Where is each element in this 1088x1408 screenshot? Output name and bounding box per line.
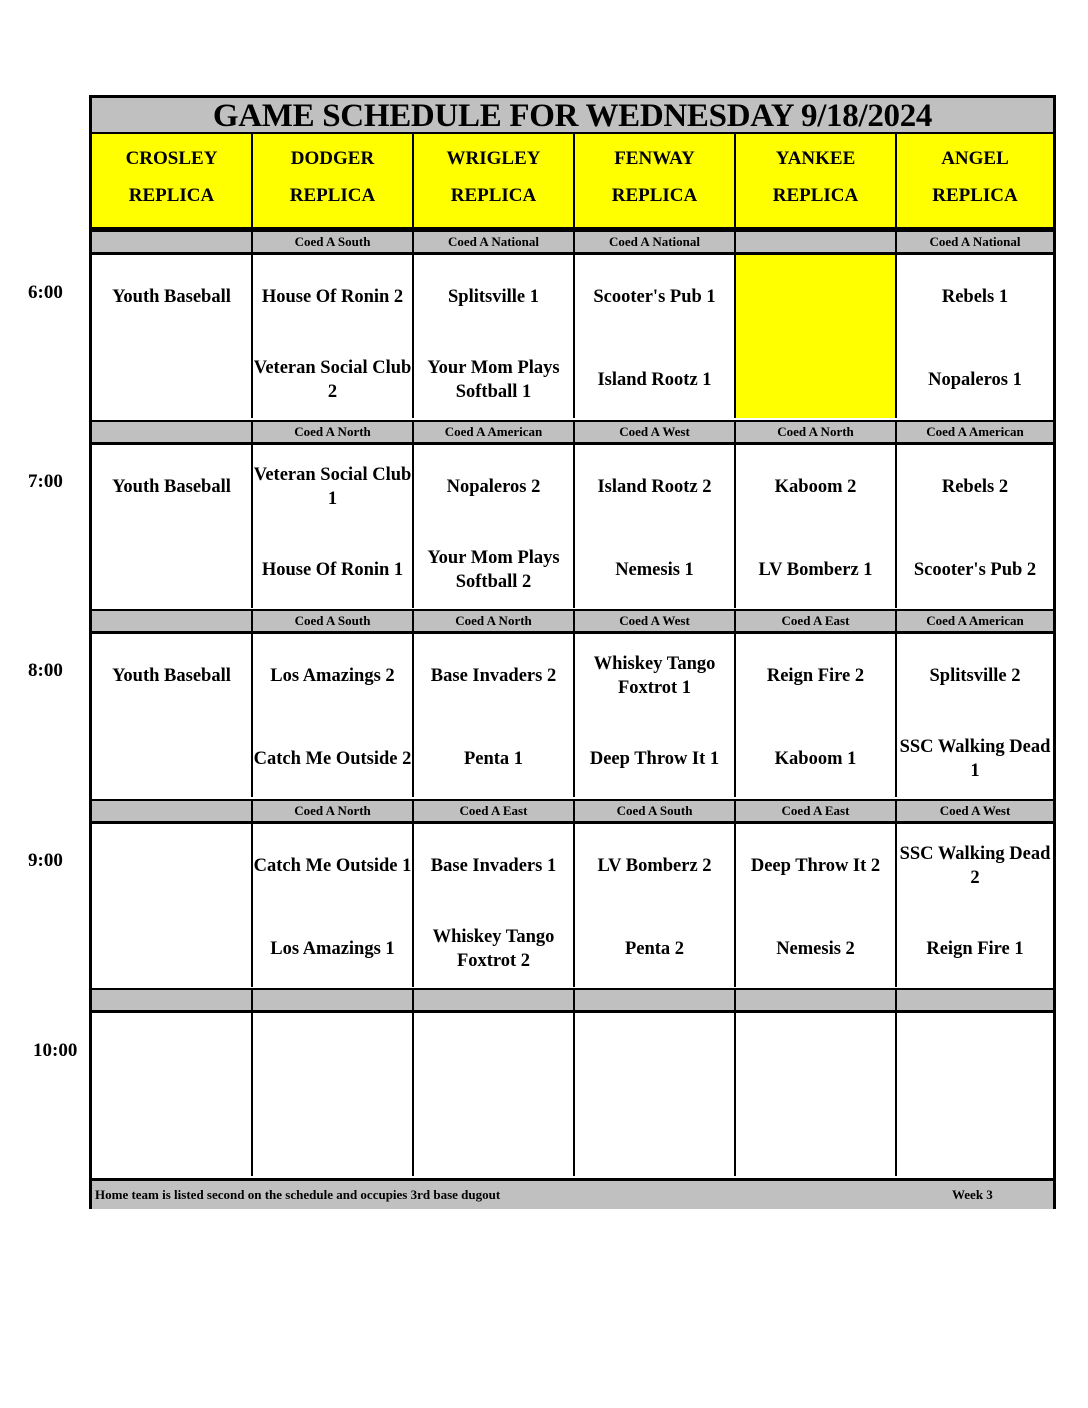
home-team: SSC Walking Dead 1 [899, 737, 1051, 781]
time-label-8: 8:00 [28, 660, 63, 681]
home-team [92, 355, 251, 405]
time-slot-row [92, 1013, 1053, 1176]
footer-note: Home team is listed second on the schedule and occupies 3rd base dugout [95, 1187, 501, 1202]
away-team: Splitsville 1 [448, 287, 539, 307]
home-team [92, 924, 251, 974]
game-cell [414, 255, 575, 418]
home-team: Island Rootz 1 [597, 370, 712, 390]
week-label: Week 3 [952, 1187, 993, 1202]
away-team: House Of Ronin 2 [261, 287, 404, 307]
away-team: Catch Me Outside 1 [253, 856, 412, 876]
division-label [92, 801, 253, 821]
game-cell [253, 634, 414, 797]
division-bar [92, 799, 1053, 824]
away-team: Los Amazings 2 [270, 666, 395, 686]
home-team: Penta 2 [624, 939, 685, 959]
division-label: Coed A East [736, 801, 897, 821]
game-cell [897, 1013, 1053, 1176]
footer-bar [92, 1178, 1053, 1209]
division-label: Coed A West [575, 611, 736, 631]
away-team: LV Bomberz 2 [597, 856, 712, 876]
game-cell [575, 445, 736, 608]
division-bar [92, 420, 1053, 445]
home-team: House Of Ronin 1 [261, 560, 404, 580]
division-label [92, 990, 253, 1010]
home-team [92, 734, 251, 784]
game-cell [897, 445, 1053, 608]
division-label: Coed A American [926, 424, 1024, 439]
home-team: Your Mom Plays Softball 2 [427, 548, 560, 592]
away-team: Splitsville 2 [929, 666, 1021, 686]
division-label [92, 611, 253, 631]
division-label: Coed A South [575, 801, 736, 821]
away-team: Nopaleros 2 [446, 477, 541, 497]
division-label: Coed A West [575, 422, 736, 442]
home-team [414, 1113, 573, 1163]
game-cell [92, 1013, 253, 1176]
field-header-angel: ANGEL REPLICA [897, 134, 1053, 227]
division-bar [92, 609, 1053, 634]
division-bar [92, 230, 1053, 255]
away-team: Base Invaders 1 [430, 856, 557, 876]
division-label [736, 990, 897, 1010]
game-cell [575, 1013, 736, 1176]
game-cell [414, 824, 575, 987]
away-team: Veteran Social Club 1 [253, 465, 412, 509]
time-slot-row [92, 255, 1053, 418]
field-header-yankee: YANKEE REPLICA [736, 134, 897, 227]
home-team [575, 1113, 734, 1163]
home-team: Deep Throw It 1 [589, 749, 720, 769]
time-slot-row [92, 824, 1053, 987]
game-cell [92, 634, 253, 797]
time-label-9: 9:00 [28, 850, 63, 871]
game-cell [414, 445, 575, 608]
home-team: Kaboom 1 [774, 749, 857, 769]
away-team: Scooter's Pub 1 [593, 287, 716, 307]
field-header-row [92, 134, 1053, 230]
division-label [575, 990, 736, 1010]
division-label: Coed A National [929, 234, 1021, 249]
game-cell [92, 255, 253, 418]
game-cell [736, 255, 897, 418]
division-label: Coed A South [253, 611, 414, 631]
division-label: Coed A National [575, 232, 736, 252]
game-cell [253, 445, 414, 608]
division-label [414, 990, 575, 1010]
away-team [414, 1030, 573, 1080]
game-cell [736, 445, 897, 608]
game-cell [736, 634, 897, 797]
home-team: Scooter's Pub 2 [913, 560, 1037, 580]
field-header-wrigley: WRIGLEY REPLICA [414, 134, 575, 227]
away-team: Whiskey Tango Foxtrot 1 [593, 654, 716, 698]
home-team: Catch Me Outside 2 [253, 749, 412, 769]
away-team: Reign Fire 2 [766, 666, 865, 686]
away-team: Island Rootz 2 [597, 477, 712, 497]
division-label: Coed A North [736, 422, 897, 442]
home-team: Reign Fire 1 [926, 939, 1024, 959]
division-label: Coed A National [414, 232, 575, 252]
game-cell [575, 634, 736, 797]
game-cell [414, 634, 575, 797]
game-cell [253, 1013, 414, 1176]
game-cell [897, 255, 1053, 418]
away-team: Deep Throw It 2 [750, 856, 881, 876]
home-team [736, 355, 895, 405]
division-label [92, 232, 253, 252]
division-label: Coed A East [736, 611, 897, 631]
home-team: Nopaleros 1 [928, 370, 1022, 390]
division-label [92, 422, 253, 442]
home-team [253, 1113, 412, 1163]
away-team: Base Invaders 2 [430, 666, 557, 686]
home-team: Los Amazings 1 [270, 939, 395, 959]
away-team [253, 1030, 412, 1080]
away-team [736, 272, 895, 322]
division-label: Coed A South [253, 232, 414, 252]
home-team: Your Mom Plays Softball 1 [427, 358, 560, 402]
game-cell [253, 824, 414, 987]
division-label [253, 990, 414, 1010]
time-label-7: 7:00 [28, 471, 63, 492]
page-title: GAME SCHEDULE FOR WEDNESDAY 9/18/2024 [92, 98, 1053, 134]
game-cell [897, 634, 1053, 797]
away-team [92, 841, 251, 891]
game-cell [92, 445, 253, 608]
home-team [897, 1113, 1053, 1163]
time-slot-row [92, 634, 1053, 797]
home-team [736, 1113, 895, 1163]
game-cell [92, 824, 253, 987]
home-team: Veteran Social Club 2 [253, 358, 412, 402]
away-team: Rebels 1 [941, 287, 1009, 307]
time-slot-row [92, 445, 1053, 608]
away-team: Youth Baseball [112, 287, 231, 307]
division-label: Coed A American [414, 422, 575, 442]
field-header-fenway: FENWAY REPLICA [575, 134, 736, 227]
game-cell [253, 255, 414, 418]
home-team [92, 1113, 251, 1163]
game-cell [736, 1013, 897, 1176]
away-team: Youth Baseball [112, 666, 231, 686]
division-bar [92, 988, 1053, 1013]
division-label: Coed A North [414, 611, 575, 631]
division-label [897, 990, 1053, 1010]
time-label-6: 6:00 [28, 282, 63, 303]
away-team [575, 1030, 734, 1080]
home-team: Whiskey Tango Foxtrot 2 [432, 927, 555, 971]
division-label: Coed A North [253, 801, 414, 821]
game-cell [414, 1013, 575, 1176]
away-team: Youth Baseball [112, 477, 231, 497]
away-team [897, 1030, 1053, 1080]
home-team: Nemesis 1 [615, 560, 694, 580]
home-team: LV Bomberz 1 [758, 560, 873, 580]
away-team [92, 1030, 251, 1080]
away-team: Rebels 2 [941, 477, 1009, 497]
field-header-dodger: DODGER REPLICA [253, 134, 414, 227]
division-label: Coed A East [414, 801, 575, 821]
division-label: Coed A American [926, 613, 1024, 628]
away-team [736, 1030, 895, 1080]
field-header-crosley: CROSLEY REPLICA [92, 134, 253, 227]
home-team [92, 545, 251, 595]
home-team: Penta 1 [463, 749, 524, 769]
game-cell [575, 255, 736, 418]
schedule-table [89, 95, 1056, 1209]
division-label: Coed A West [939, 803, 1011, 818]
time-label-10: 10:00 [33, 1040, 78, 1061]
home-team: Nemesis 2 [776, 939, 855, 959]
division-label: Coed A North [253, 422, 414, 442]
away-team: SSC Walking Dead 2 [899, 844, 1051, 888]
away-team: Kaboom 2 [774, 477, 857, 497]
game-cell [897, 824, 1053, 987]
game-cell [736, 824, 897, 987]
division-label [736, 232, 897, 252]
game-cell [575, 824, 736, 987]
